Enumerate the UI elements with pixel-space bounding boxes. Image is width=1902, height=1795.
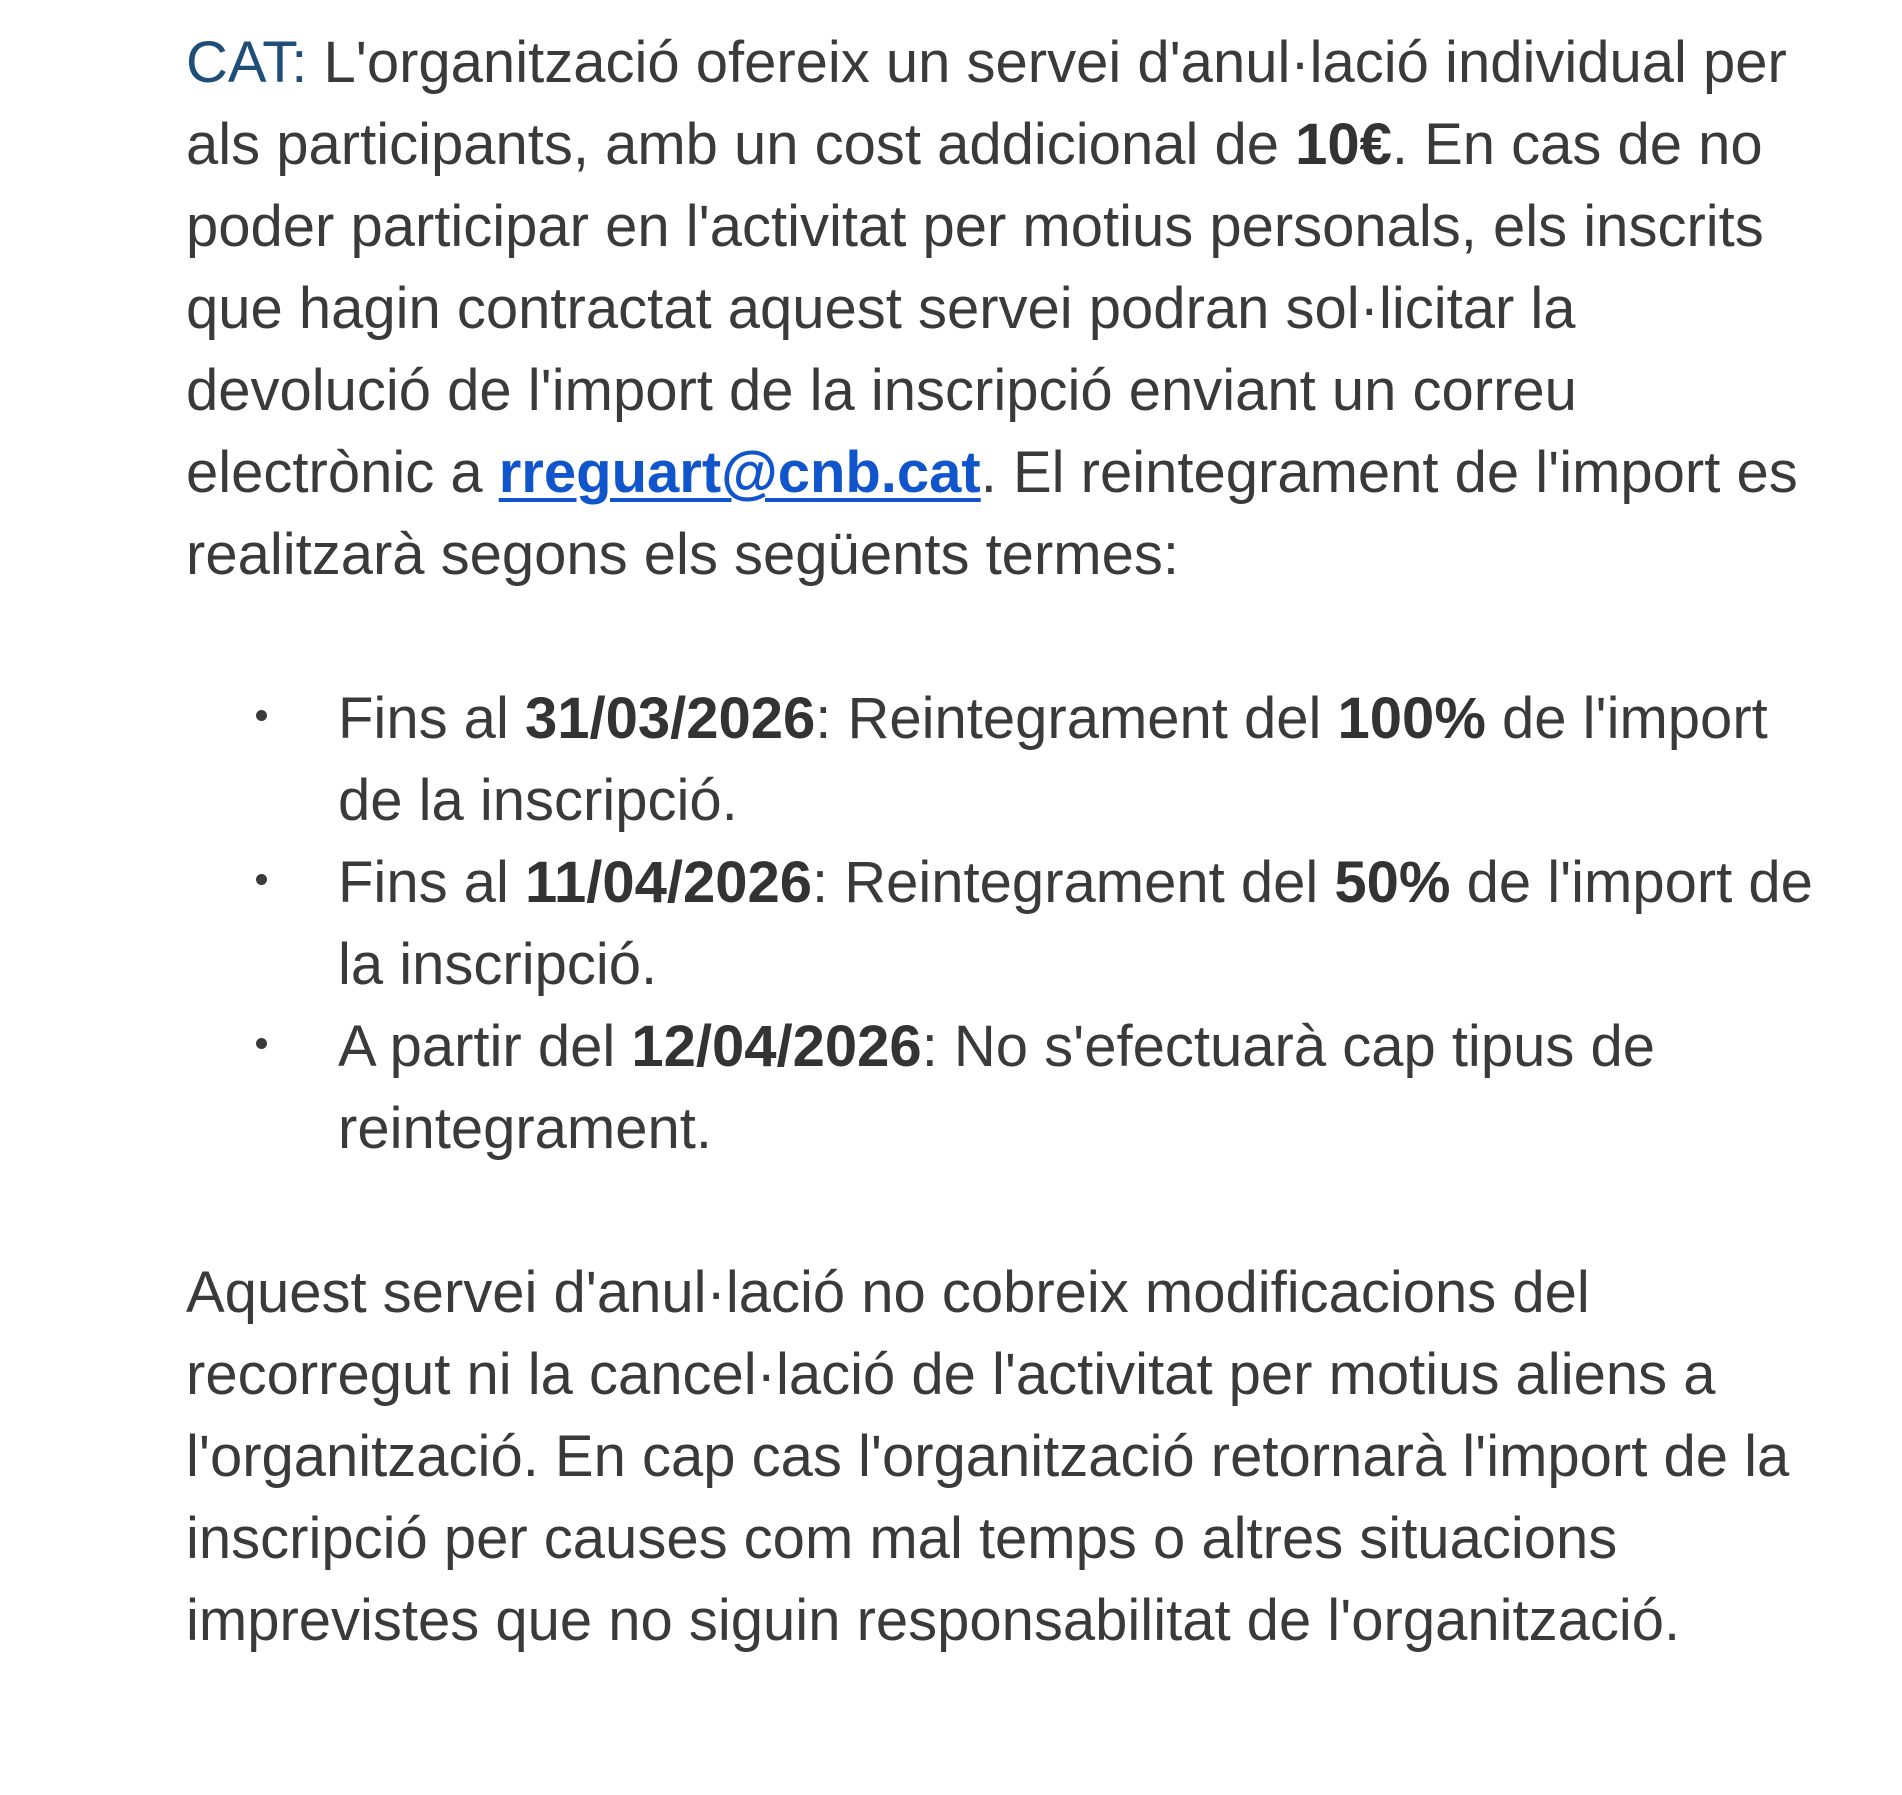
intro-text-1: L'organització ofereix un servei d'anul·lació individual per als participants, amb un cost addicional de — [186, 30, 1787, 177]
bullet-icon — [256, 710, 267, 721]
term-prefix: Fins al — [338, 850, 509, 915]
term-percent: 100% — [1337, 686, 1486, 751]
term-percent: 50% — [1334, 850, 1451, 915]
refund-term-item — [338, 842, 1836, 1006]
language-tag: CAT: — [186, 30, 308, 95]
term-mid: : Reintegrament del — [812, 850, 1319, 915]
term-text: : No s'efectuarà cap tipus de reintegrament. — [338, 1014, 1655, 1161]
term-suffix: de l'import de la inscripció. — [338, 686, 1768, 833]
term-mid: : Reintegrament del — [815, 686, 1322, 751]
bullet-icon — [256, 874, 267, 885]
term-suffix: de l'import de la inscripció. — [338, 850, 1813, 997]
refund-term-item — [338, 678, 1836, 842]
term-date: 12/04/2026 — [631, 1014, 922, 1079]
intro-text-2: . En cas de no poder participar en l'activitat per motius personals, els inscrits que hagin contractat aquest servei podran sol·licitar la devolució de l'import de la inscripció enviant un correu electrònic a — [186, 112, 1764, 505]
bullet-icon — [256, 1038, 267, 1049]
refund-term-item — [338, 1006, 1836, 1170]
intro-text-3: . El reintegrament de l'import es realitzarà segons els següents termes: — [186, 440, 1798, 587]
refund-terms-list — [186, 678, 1836, 1170]
cancellation-cost: 10€ — [1295, 112, 1392, 177]
term-prefix: Fins al — [338, 686, 509, 751]
email-link[interactable]: rreguart@cnb.cat — [498, 440, 981, 505]
term-date: 11/04/2026 — [524, 850, 813, 915]
closing-paragraph: Aquest servei d'anul·lació no cobreix modificacions del recorregut ni la cancel·lació de l'activitat per motius aliens a l'organització. En cap cas l'organització retornarà l'import de la inscripció per causes com mal temps o altres situacions imprevistes que no siguin responsabilitat de l'organització. — [186, 1260, 1790, 1653]
intro-paragraph — [186, 22, 1836, 596]
cancellation-policy — [186, 22, 1836, 1662]
term-prefix: A partir del — [338, 1014, 616, 1079]
term-date: 31/03/2026 — [524, 686, 816, 751]
